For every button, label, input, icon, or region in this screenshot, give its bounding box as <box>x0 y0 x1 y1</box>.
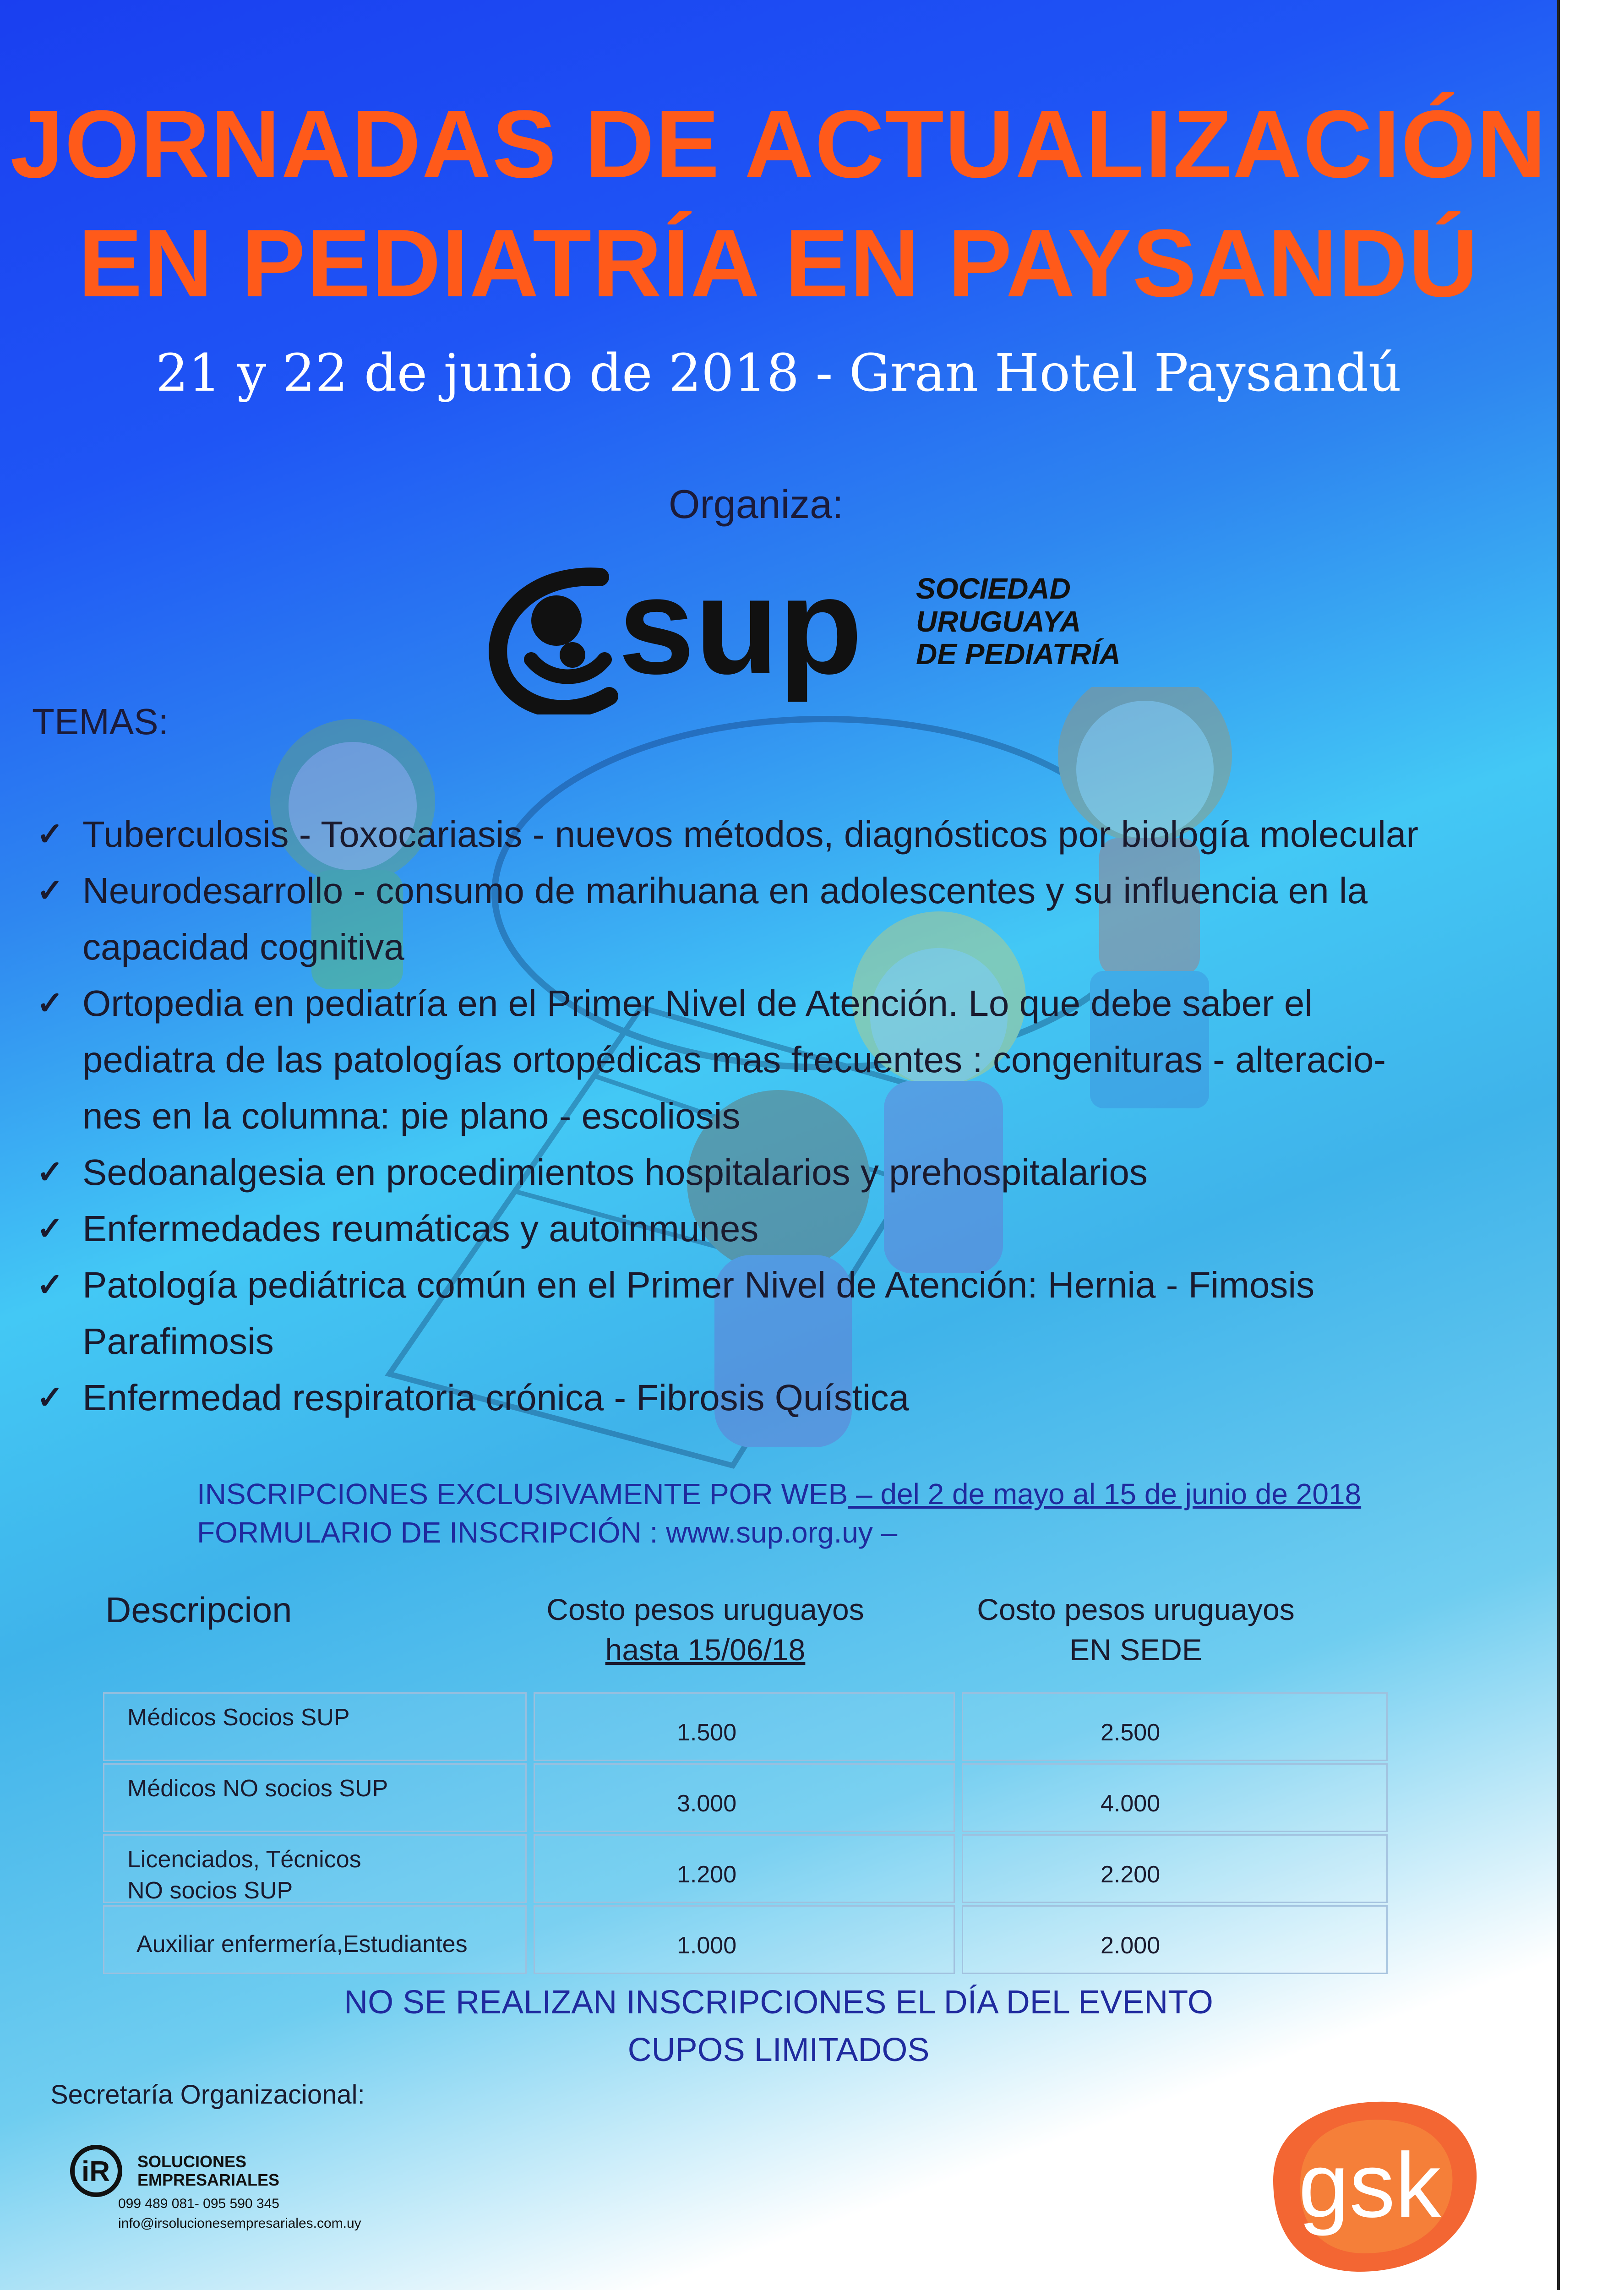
table-header-line: hasta 15/06/18 <box>605 1633 806 1667</box>
price-value: 2.000 <box>1101 1932 1161 1959</box>
ir-phone: 099 489 081- 095 590 345 <box>118 2196 279 2211</box>
table-cell-cost2 <box>962 1905 1388 1974</box>
table-cell-cost1 <box>534 1905 955 1974</box>
check-icon: ✓ <box>37 1267 64 1303</box>
price-value: 3.000 <box>677 1790 737 1817</box>
ir-logo-letters: iR <box>82 2156 110 2187</box>
topic-item <box>27 1031 1516 1088</box>
price-value: 2.200 <box>1101 1861 1161 1888</box>
table-header-cost-sede <box>953 1589 1319 1670</box>
topic-item <box>27 1369 1516 1426</box>
ir-name-line: EMPRESARIALES <box>137 2170 280 2189</box>
row-description-line: Médicos Socios SUP <box>127 1704 350 1731</box>
notice <box>0 1979 1557 2074</box>
sup-name-line: URUGUAYA <box>916 605 1081 638</box>
table-cell-cost2 <box>962 1763 1388 1832</box>
topic-item <box>27 1257 1516 1313</box>
sup-logo-text: sup <box>618 559 863 703</box>
row-description-line: Auxiliar enfermería,Estudiantes <box>136 1931 468 1957</box>
check-icon: ✓ <box>37 985 64 1021</box>
check-icon: ✓ <box>37 816 64 852</box>
table-cell-description <box>103 1834 527 1903</box>
title-line-2: EN PEDIATRÍA EN PAYSANDÚ <box>78 209 1479 317</box>
topic-item <box>27 1313 1516 1369</box>
sup-organization-name <box>916 572 1121 671</box>
table-header-line: EN SEDE <box>1069 1633 1202 1667</box>
topic-text: capacidad cognitiva <box>82 927 404 967</box>
table-cell-cost2 <box>962 1692 1388 1761</box>
event-date-venue: 21 y 22 de junio de 2018 - Gran Hotel Paysandú <box>155 344 1402 403</box>
table-header-line: Costo pesos uruguayos <box>977 1592 1295 1626</box>
table-cell-cost1 <box>534 1834 955 1903</box>
table-cell-description <box>103 1692 527 1761</box>
topic-item <box>27 806 1516 862</box>
registration-info <box>197 1475 1361 1552</box>
notice-line-2: CUPOS LIMITADOS <box>627 2032 930 2068</box>
topic-item <box>27 1200 1516 1257</box>
row-description-line: Médicos NO socios SUP <box>127 1775 388 1802</box>
organiza-label: Organiza: <box>669 481 844 527</box>
sup-emblem-icon <box>498 577 609 709</box>
check-icon: ✓ <box>37 1210 64 1246</box>
sup-name-line: SOCIEDAD <box>916 572 1071 605</box>
registration-form-link[interactable]: FORMULARIO DE INSCRIPCIÓN : www.sup.org.uy – <box>197 1516 898 1549</box>
ir-email[interactable]: info@irsolucionesempresariales.com.uy <box>118 2216 361 2231</box>
ir-name-line: SOLUCIONES <box>137 2152 247 2171</box>
secretaria-label: Secretaría Organizacional: <box>50 2080 365 2110</box>
temas-label: TEMAS: <box>32 701 169 742</box>
price-value: 4.000 <box>1101 1790 1161 1817</box>
table-cell-description <box>103 1905 527 1974</box>
topic-item <box>27 919 1516 975</box>
topics-list <box>27 806 1516 1426</box>
ir-logo-icon <box>69 2143 133 2198</box>
topic-item <box>27 862 1516 919</box>
topic-item <box>27 1088 1516 1144</box>
topic-text: Ortopedia en pediatría en el Primer Nivel de Atención. Lo que debe saber el <box>82 983 1313 1024</box>
price-value: 1.200 <box>677 1861 737 1888</box>
table-header-cost-early <box>522 1589 888 1670</box>
check-icon: ✓ <box>37 872 64 908</box>
check-icon: ✓ <box>37 1154 64 1190</box>
topic-item <box>27 975 1516 1031</box>
topic-text: Neurodesarrollo - consumo de marihuana en adolescentes y su influencia en la <box>82 870 1368 911</box>
table-cell-cost1 <box>534 1692 955 1761</box>
topic-text: Sedoanalgesia en procedimientos hospitalarios y prehospitalarios <box>82 1152 1148 1193</box>
topic-item <box>27 1144 1516 1200</box>
registration-line-1 <box>197 1475 1361 1513</box>
topic-text: Tuberculosis - Toxocariasis - nuevos métodos, diagnósticos por biología molecular <box>82 814 1418 855</box>
notice-line-1: NO SE REALIZAN INSCRIPCIONES EL DÍA DEL EVENTO <box>344 1984 1213 2021</box>
registration-web-text: INSCRIPCIONES EXCLUSIVAMENTE POR WEB <box>197 1478 848 1510</box>
check-icon: ✓ <box>37 1379 64 1415</box>
gsk-logo-text: gsk <box>1298 2134 1441 2236</box>
price-value: 1.000 <box>677 1932 737 1959</box>
topic-text: Patología pediátrica común en el Primer Nivel de Atención: Hernia - Fimosis <box>82 1265 1315 1305</box>
topic-text: Parafimosis <box>82 1321 274 1362</box>
topic-text: nes en la columna: pie plano - escoliosis <box>82 1096 741 1136</box>
ir-company-name <box>137 2153 279 2189</box>
topic-text: Enfermedad respiratoria crónica - Fibrosis Quística <box>82 1377 910 1418</box>
topic-text: Enfermedades reumáticas y autoinmunes <box>82 1208 759 1249</box>
table-cell-cost2 <box>962 1834 1388 1903</box>
row-description-line: NO socios SUP <box>127 1877 293 1904</box>
gsk-logo <box>1246 2088 1484 2281</box>
price-value: 1.500 <box>677 1719 737 1746</box>
row-description-line: Licenciados, Técnicos <box>127 1846 361 1873</box>
table-header-descripcion: Descripcion <box>105 1590 292 1630</box>
title-line-1: JORNADAS DE ACTUALIZACIÓN <box>10 90 1547 198</box>
table-cell-cost1 <box>534 1763 955 1832</box>
price-value: 2.500 <box>1101 1719 1161 1746</box>
sup-name-line: DE PEDIATRÍA <box>916 638 1121 671</box>
topic-text: pediatra de las patologías ortopédicas mas frecuentes : congenituras - alteracio- <box>82 1039 1386 1080</box>
table-cell-description <box>103 1763 527 1832</box>
registration-dates: – del 2 de mayo al 15 de junio de 2018 <box>848 1478 1362 1510</box>
table-header-line: Costo pesos uruguayos <box>546 1592 864 1626</box>
